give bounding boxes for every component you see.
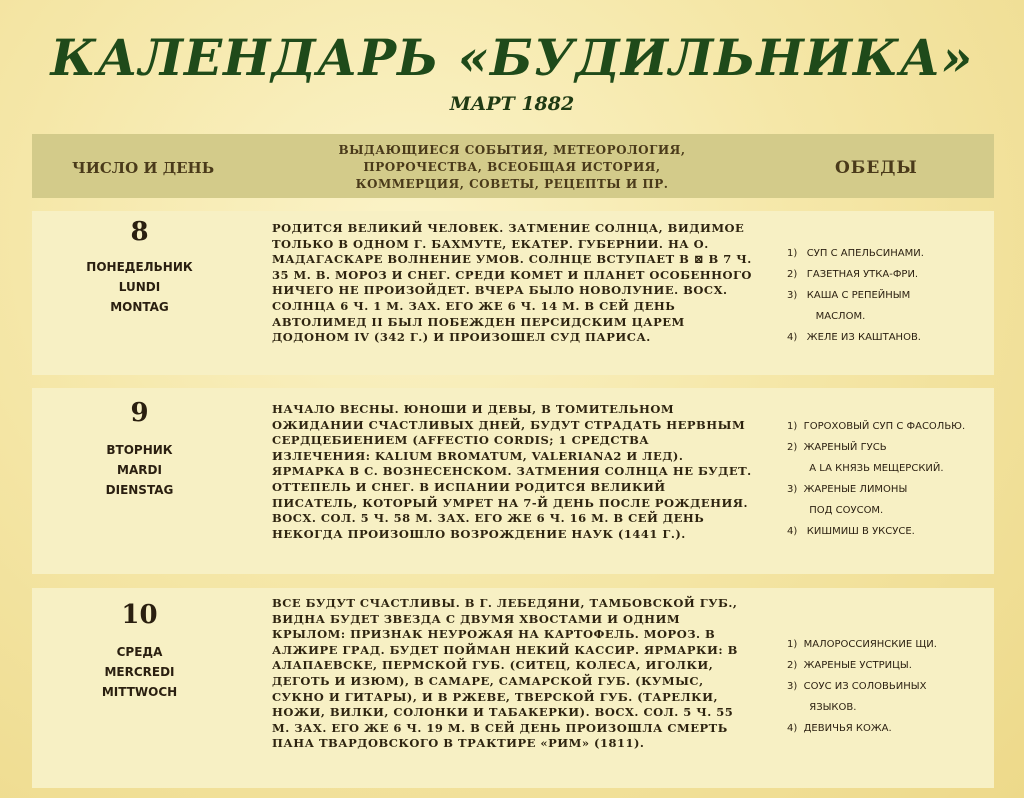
- day-name-ru: ВТОРНИК: [106, 443, 173, 457]
- day-number: 8: [130, 217, 149, 247]
- dinner-item: 3) КАША С РЕПЕЙНЫМ: [787, 290, 911, 301]
- day-names: [32, 642, 247, 702]
- day-name-fr: LUNDI: [118, 280, 161, 294]
- day-names: [32, 440, 247, 500]
- header-events-column: ВЫДАЮЩИЕСЯ СОБЫТИЯ, МЕТЕОРОЛОГИЯ, ПРОРОЧЕСТВА, ВСЕОБЩАЯ ИСТОРИЯ, КОММЕРЦИЯ, СОВЕТЫ, РЕЦЕПТЫ И ПР.: [338, 143, 686, 191]
- day-number: 10: [121, 600, 158, 630]
- day-names: [32, 257, 247, 317]
- day-name-ru: СРЕДА: [116, 645, 163, 659]
- dinner-item: 1) МАЛОРОССИЯНСКИЕ ЩИ.: [787, 639, 937, 650]
- dinner-item: 2) ГАЗЕТНАЯ УТКА-ФРИ.: [787, 269, 919, 280]
- dinner-item: 4) КИШМИШ В УКСУСЕ.: [787, 526, 915, 537]
- dinner-item: 2) ЖАРЕНЫЕ УСТРИЦЫ.: [787, 660, 912, 671]
- day-name-de: MITTWOCH: [101, 685, 178, 699]
- dinner-item: 1) СУП С АПЕЛЬСИНАМИ.: [787, 248, 924, 259]
- dinner-item: 1) ГОРОХОВЫЙ СУП С ФАСОЛЬЮ.: [787, 421, 966, 432]
- dinner-item: 4) ДЕВИЧЬЯ КОЖА.: [787, 723, 892, 734]
- dinner-list: [787, 416, 992, 542]
- dinner-item: 3) СОУС ИЗ СОЛОВЬИНЫХ: [787, 681, 927, 692]
- day-name-fr: MARDI: [117, 463, 162, 477]
- events-text: ВСЕ БУДУТ СЧАСТЛИВЫ. В Г. ЛЕБЕДЯНИ, ТАМБОВСКОЙ ГУБ., ВИДНА БУДЕТ ЗВЕЗДА С ДВУМЯ ХВОСТАМИ И ОДНИМ КРЫЛОМ: ПРИЗНАК НЕУРОЖАЯ НА КАРТОФЕЛЬ. МОРОЗ. В АЛЖИРЕ ГРАД. БУДЕТ ПОЙМАН НЕКИЙ КАССИР. ЯРМАРКИ: В АЛАПАЕВСКЕ, ПЕРМСКОЙ ГУБ. (СИТЕЦ, КОЛЕСА, ИГОЛКИ, ДЕГОТЬ И ИЗЮМ), В САМАРЕ, САМАРСКОЙ ГУБ. (КУМЫС, СУКНО И ГИТАРЫ), И В РЖЕВЕ, ТВЕРСКОЙ ГУБ. (ТАРЕЛКИ, НОЖИ, ВИЛКИ, СОЛОНКИ И ТАБАКЕРКИ). ВОСХ. СОЛ. 5 Ч. 55 М. ЗАХ. ЕГО ЖЕ 6 Ч. 19 М. В СЕЙ ДЕНЬ ПРОИЗОШЛА СМЕРТЬ ПАНА ТВАРДОВСКОГО В ТРАКТИРЕ «РИМ» (1811).: [272, 596, 738, 751]
- header-dinners-column: ОБЕДЫ: [835, 158, 918, 178]
- header-date-column: ЧИСЛО И ДЕНЬ: [72, 159, 215, 177]
- day-number: 9: [130, 398, 149, 428]
- dinner-item: ПОД СОУСОМ.: [787, 505, 884, 516]
- day-name-de: DIENSTAG: [105, 483, 174, 497]
- page-title: КАЛЕНДАРЬ «БУДИЛЬНИКА»: [50, 28, 974, 87]
- day-name-de: MONTAG: [110, 300, 169, 314]
- events-text: НАЧАЛО ВЕСНЫ. ЮНОШИ И ДЕВЫ, В ТОМИТЕЛЬНОМ ОЖИДАНИИ СЧАСТЛИВЫХ ДНЕЙ, БУДУТ СТРАДАТЬ НЕРВНЫМ СЕРДЦЕБИЕНИЕМ (AFFECTIO CORDIS; 1 СРЕДСТВА ИЗЛЕЧЕНИЯ: KALIUM BROMATUM, VALERIANA2 И ЛЕД). ЯРМАРКА В С. ВОЗНЕСЕНСКОМ. ЗАТМЕНИЯ СОЛНЦА НЕ БУДЕТ. ОТТЕПЕЛЬ И СНЕГ. В ИСПАНИИ РОДИТСЯ ВЕЛИКИЙ ПИСАТЕЛЬ, КОТОРЫЙ УМРЕТ НА 7-Й ДЕНЬ ПОСЛЕ РОЖДЕНИЯ. ВОСХ. СОЛ. 5 Ч. 58 М. ЗАХ. ЕГО ЖЕ 6 Ч. 16 М. В СЕЙ ДЕНЬ НЕКОГДА ПРОИЗОШЛО ВОЗРОЖДЕНИЕ НАУК (1441 Г.).: [272, 402, 752, 541]
- dinner-item: МАСЛОМ.: [787, 311, 866, 322]
- dinner-item: А LA КНЯЗЬ МЕЩЕРСКИЙ.: [787, 463, 944, 474]
- calendar-row: [32, 211, 994, 375]
- day-name-fr: MERCREDI: [104, 665, 175, 679]
- dinner-item: 4) ЖЕЛЕ ИЗ КАШТАНОВ.: [787, 332, 921, 343]
- dinner-list: [787, 634, 992, 739]
- table-header: [32, 134, 994, 198]
- events-text: РОДИТСЯ ВЕЛИКИЙ ЧЕЛОВЕК. ЗАТМЕНИЕ СОЛНЦА, ВИДИМОЕ ТОЛЬКО В ОДНОМ Г. БАХМУТЕ, ЕКАТЕР. ГУБЕРНИИ. НА О. МАДАГАСКАРЕ ВОЛНЕНИЕ УМОВ. СОЛНЦЕ ВСТУПАЕТ В ⊠ В 7 Ч. 35 М. В. МОРОЗ И СНЕГ. СРЕДИ КОМЕТ И ПЛАНЕТ ОСОБЕННОГО НИЧЕГО НЕ ПРОИЗОЙДЕТ. ВЧЕРА БЫЛО НОВОЛУНИЕ. ВОСХ. СОЛНЦА 6 Ч. 1 М. ЗАХ. ЕГО ЖЕ 6 Ч. 14 М. В СЕЙ ДЕНЬ АВТОЛИМЕД II БЫЛ ПОБЕЖДЕН ПЕРСИДСКИМ ЦАРЕМ ДОДОНОМ IV (342 Г.) И ПРОИЗОШЕЛ СУД ПАРИСА.: [272, 221, 752, 345]
- dinner-item: 2) ЖАРЕНЫЙ ГУСЬ: [787, 442, 887, 453]
- calendar-row: [32, 388, 994, 574]
- dinner-item: ЯЗЫКОВ.: [787, 702, 857, 713]
- dinner-item: 3) ЖАРЕНЫЕ ЛИМОНЫ: [787, 484, 908, 495]
- day-name-ru: ПОНЕДЕЛЬНИК: [86, 260, 193, 274]
- page-subtitle: МАРТ 1882: [449, 93, 575, 115]
- dinner-list: [787, 243, 992, 348]
- calendar-row: [32, 588, 994, 788]
